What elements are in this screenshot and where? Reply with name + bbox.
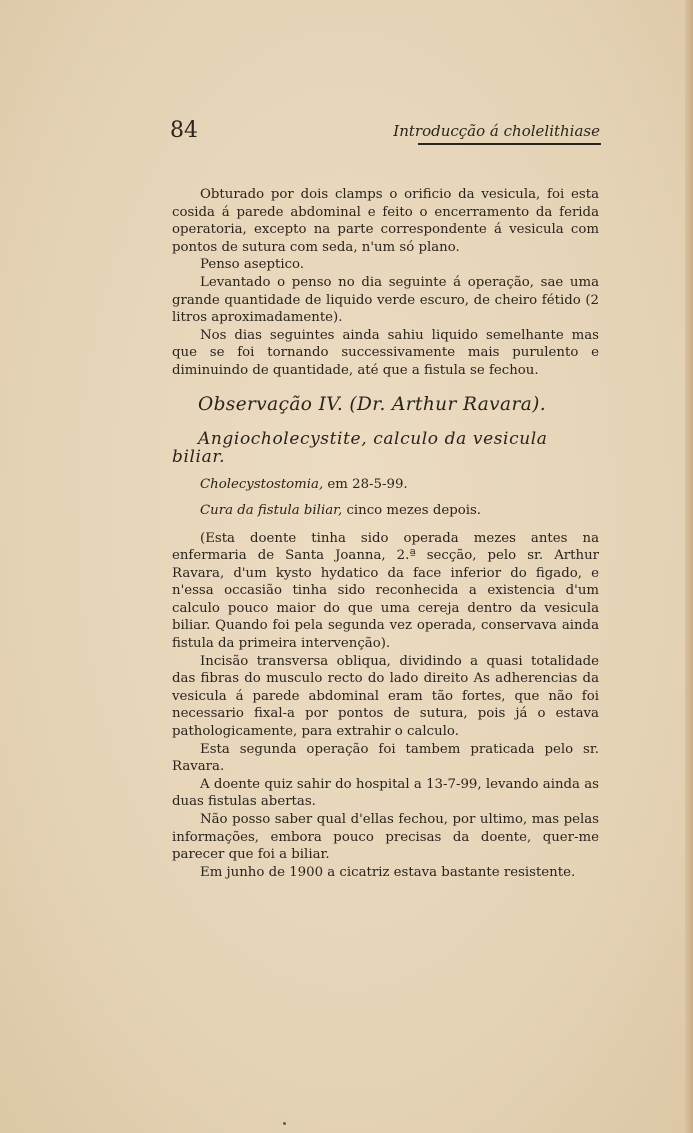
paragraph: A doente quiz sahir do hospital a 13-7-99, levando ainda as duas fistulas abertas. [172, 776, 599, 810]
paragraph: Incisão transversa obliqua, dividindo a quasi totalidade das fibras do musculo recto do lado direito As adherencias da vesicula á parede abdominal eram tão fortes, que não foi necessario fixal-a por pontos de sutura, pois já o estava pathologicamente, para extrahir o calculo. [172, 653, 599, 740]
operation-date: em 28-5-99. [323, 477, 408, 493]
paragraph: Em junho de 1900 a cicatriz estava bastante resistente. [200, 864, 576, 880]
running-title: Introducção á cholelithiase [393, 122, 600, 140]
header-rule [418, 143, 601, 145]
cure-text: cinco mezes depois. [342, 502, 482, 518]
case-title: Angiocholecystite, calculo da vesicula biliar. [172, 429, 548, 467]
paragraph: Nos dias seguintes ainda sahiu liquido semelhante mas que se foi tornando successivamente mais purulento e diminuindo de quantidade, até que a fistula se fechou. [172, 327, 599, 378]
paragraph: Penso aseptico. [200, 257, 305, 273]
observation-heading: Observação IV. (Dr. Arthur Ravara). [198, 393, 547, 415]
paragraph: Levantado o penso no dia seguinte á operação, sae uma grande quantidade de liquido verde escuro, de cheiro fétido (2 litros aproximadamente). [172, 274, 599, 326]
page-edge-shadow [685, 0, 693, 1133]
body-text [172, 186, 599, 881]
paragraph: Obturado por dois clamps o orificio da vesicula, foi esta cosida á parede abdominal e feito o encerramento da ferida operatoria, excepto na parte correspondente á vesicula com pontos de sutura com seda, n'um só plano. [172, 187, 599, 255]
cure-label: Cura da fistula biliar, [200, 502, 343, 518]
page-number: 84 [170, 118, 198, 143]
operation-line [172, 476, 599, 494]
paragraph: Não posso saber qual d'ellas fechou, por ultimo, mas pelas informações, embora pouco precisas da doente, quer-me parecer que foi a biliar. [172, 812, 599, 863]
page-header [170, 118, 600, 146]
paragraph: Esta segunda operação foi tambem praticada pelo sr. Ravara. [172, 741, 599, 775]
footer-mark [283, 1122, 286, 1125]
cure-line [172, 502, 599, 520]
operation-label: Cholecystostomia, [200, 477, 324, 493]
paragraph: (Esta doente tinha sido operada mezes antes na enfermaria de Santa Joanna, 2.ª secção, pelo sr. Arthur Ravara, d'um kysto hydatico da face inferior do figado, e n'essa occasião tinha sido reconhecida a existencia d'um calculo pouco maior do que uma cereja dentro da vesicula biliar. Quando foi pela segunda vez operada, conservava ainda fistula da primeira intervenção). [172, 530, 599, 652]
